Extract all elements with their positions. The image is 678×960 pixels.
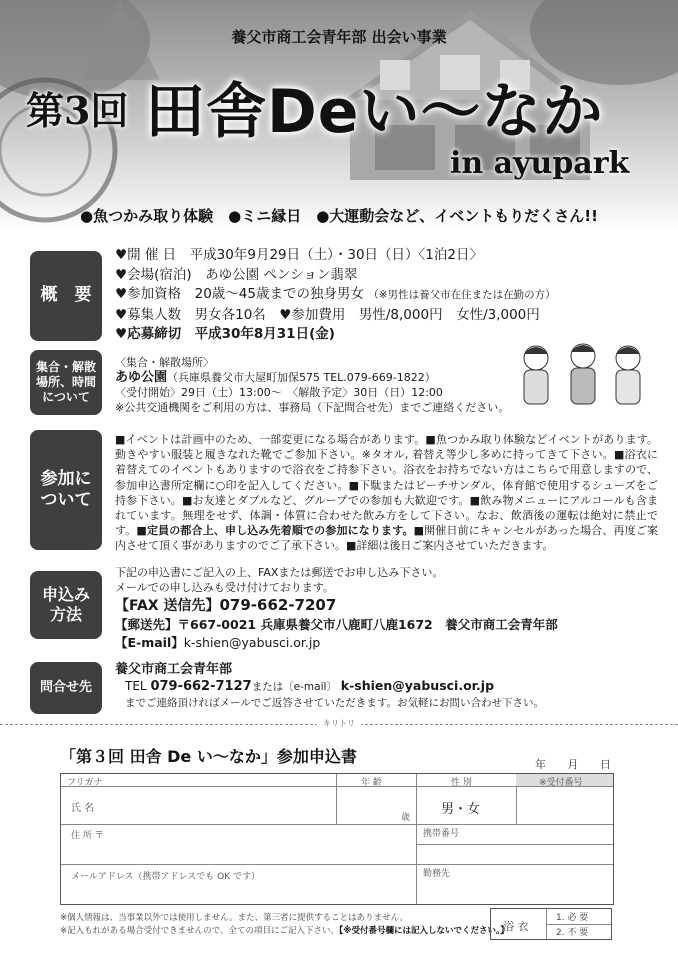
overview-eligibility-note: （※男性は養父市在住または在勤の方） [368,289,556,301]
participation-tail: ■開催日前にキャンセルがあった場合、再度ご案内させて頂く事がありますのでご了承下さい。■詳細は後日ご案内させていただきます。 [115,524,658,553]
cut-line-label: キリトリ [0,718,678,729]
apply-label: 申込み方法 [30,571,102,639]
participation-label: 参加について [30,430,102,550]
mobile-label: 携帯番号 [423,829,460,839]
address-field[interactable] [61,825,416,864]
form-date: 年 月 日 [535,758,611,771]
title-round: 第3回 [26,88,129,133]
contact-tel[interactable]: 079-662-7127 [150,679,252,694]
participation-bold: ■定員の都合上、申し込み先着順での参加になります。 [136,524,414,538]
form-grid-line [416,844,613,845]
footnote-required: ※記入もれがある場合受付できませんので、全ての項目にご記入下さい。 [60,926,339,936]
participation-section [115,432,658,554]
meeting-place: あゆ公園 [115,370,168,385]
contact-or-email: または〔e-mail〕 [251,681,337,693]
email-label-form: メールアドレス（携帯アドレスでも OK です） [71,872,260,882]
apply-section [115,565,658,652]
apply-email-link[interactable]: k-shien@yabusci.or.jp [183,635,321,650]
post-address: 〒667-0021 兵庫県養父市八鹿町八鹿1672 養父市商工会青年部 [177,617,558,632]
overview-section [115,246,658,345]
hero-banner [0,0,678,232]
contact-tel-label: TEL [125,679,147,693]
workplace-label: 勤務先 [423,869,451,879]
contact-email-link[interactable]: k-shien@yabusci.or.jp [340,678,495,693]
email-field[interactable] [61,865,416,904]
meeting-times: 〈受付開始〉29日（土）13:00～ 〈解散予定〉30日（日）12:00 [115,386,443,399]
age-unit: 歳 [401,813,411,823]
overview-deadline: ♥応募締切 平成30年8月31日(金) [115,326,335,342]
contact-note: までご連絡頂ければメールでご返答させていただきます。お気軽にお問い合わせ下さい。 [125,697,544,709]
age-field[interactable] [337,787,416,824]
yukata-box [490,908,612,940]
form-title: 「第３回 田舎 De い～なか」参加申込書 [60,747,357,766]
apply-line1: 下記の申込書にご記入の上、FAXまたは郵送でお申し込み下さい。 [115,566,444,579]
age-label: 年 齢 [361,778,382,788]
sponsor-line: 養父市商工会青年部 出会い事業 [231,28,447,46]
workplace-field[interactable] [417,865,613,904]
footnote-privacy: ※個人情報は、当事業以外では使用しません。また、第三者に提供することはありません。 [60,913,409,923]
name-field[interactable] [61,787,336,824]
footnote-receipt: 【※受付番号欄には記入しないでください。】 [338,926,509,936]
overview-label: 概 要 [30,251,102,341]
application-form [60,773,614,905]
meeting-label: 集合・解散場所、時間について [30,350,102,415]
yukata-label: 浴 衣 [503,920,529,933]
yukata-need-option[interactable]: 1. 必 要 [556,913,589,923]
mobile-field[interactable] [417,825,613,844]
gender-choice[interactable]: 男・女 [441,802,481,817]
fax-label: 【FAX 送信先】 [115,598,220,614]
address-label: 住 所 〒 [71,831,104,841]
post-label: 【郵送先】 [115,617,178,632]
receipt-label: ※受付番号 [539,778,583,788]
apply-line2: メールでの申し込みも受け付けております。 [115,581,334,594]
meeting-section [115,355,508,415]
overview-capacity-fee: ♥募集人数 男女各10名 ♥参加費用 男性/8,000円 女性/3,000円 [115,306,540,323]
contact-section [115,662,658,711]
email-label: 【E-mail】 [115,635,184,650]
gender-label: 性 別 [451,778,472,788]
meeting-address: （兵庫県養父市大屋町加保575 TEL.079-669-1822） [167,371,436,384]
page-title: 田舎Deい～なか [145,77,604,147]
title-subtitle: in ayupark [450,146,630,181]
event-highlights: ●魚つかみ取り体験 ●ミニ縁日 ●大運動会など、イベントもりだくさん!! [80,207,598,225]
yukata-no-option[interactable]: 2. 不 要 [556,928,589,938]
overview-venue: ♥会場(宿泊) あゆ公園 ペンション翡翠 [115,266,358,283]
meeting-note: ※公共交通機関をご利用の方は、事務局（下記問合せ先）までご連絡ください。 [115,401,510,414]
contact-org: 養父市商工会青年部 [115,662,233,677]
form-footnotes [60,912,509,938]
overview-date: ♥開 催 日 平成30年9月29日（土）・30日（日）〈1泊2日〉 [115,247,483,263]
fax-number: 079-662-7207 [219,596,337,614]
name-label: 氏 名 [71,803,95,814]
furigana-label: フリガナ [67,778,103,788]
participation-text: ■イベントは計画中のため、一部変更になる場合があります。■魚つかみ取り体験などイベントがあります。動きやすい服装と履きなれた靴でご参加下さい。※タオル, 着替え等少し多めに持ってきて下さい。■浴衣に着替えてのイベントもありますので浴衣をご持参下さい。浴衣をお持ちでない方はこちらで用意しますので、参加申込書所定欄に○印を記入してください。■下駄またはビーチサンダル、体育館で使用するシューズをご持参下さい。■お友達とダブルなど、グループでの参加も大歓迎です。■飲み物メニューにアルコールも含まれています。無理をせず、体調・体質に合わせた飲み方をして下さい。なお、飲酒後の運転は絶対に禁止です。 [115,433,658,538]
meeting-heading: 〈集合・解散場所〉 [115,356,214,369]
overview-eligibility: ♥参加資格 20歳～45歳までの独身男女 [115,286,364,302]
children-illustration [508,340,658,410]
contact-label: 問合せ先 [30,662,102,714]
